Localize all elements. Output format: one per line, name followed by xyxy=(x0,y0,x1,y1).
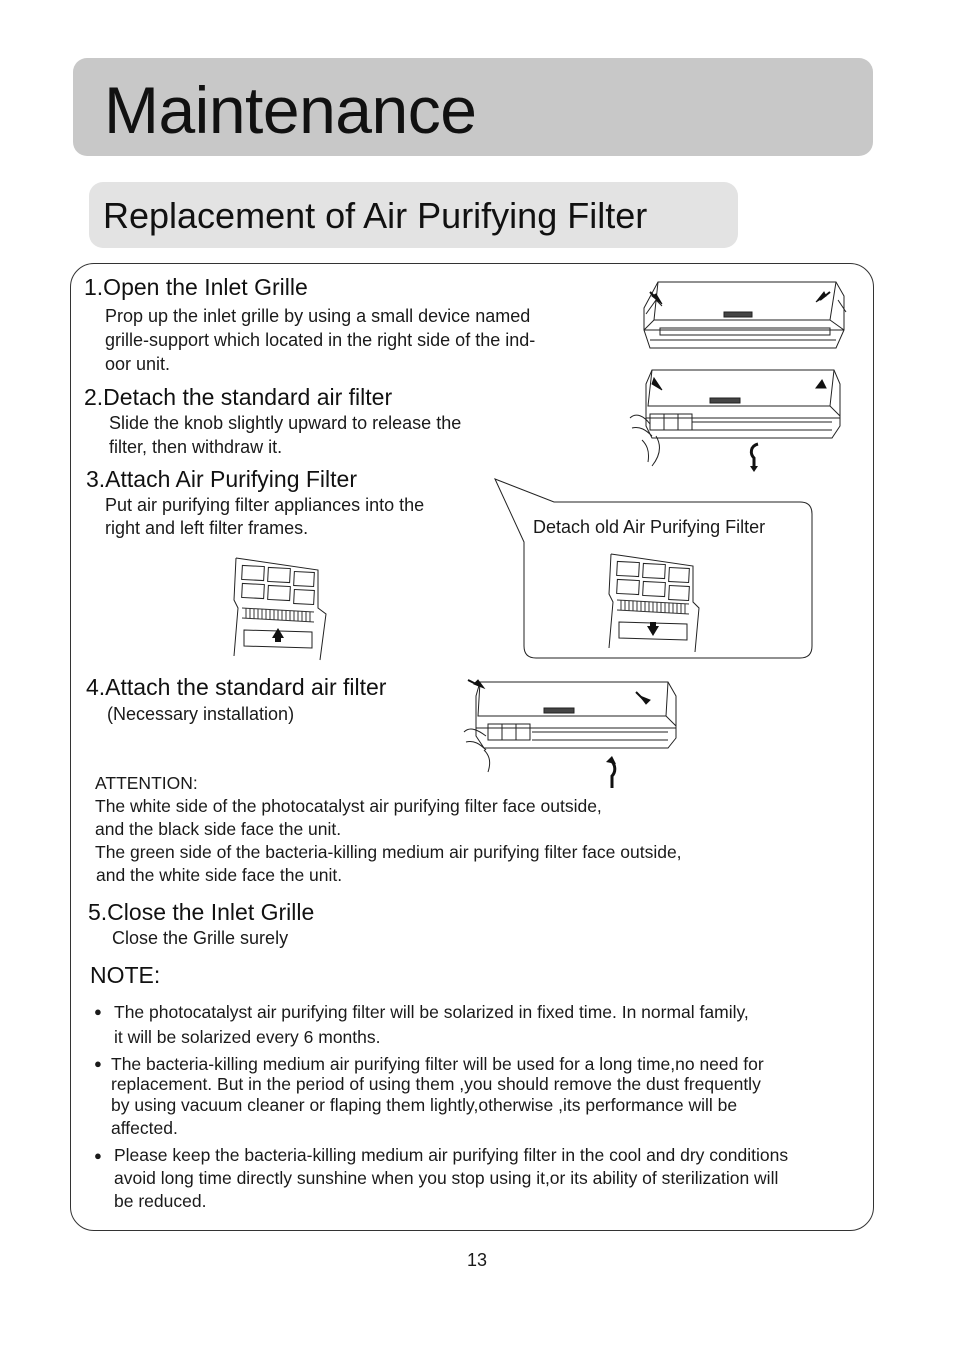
step-4-heading: 4.Attach the standard air filter xyxy=(86,674,387,700)
attention-label: ATTENTION: xyxy=(95,773,198,793)
filter-frame-detach-icon xyxy=(603,548,703,654)
note-1-line-1: The photocatalyst air purifying filter will be solarized in fixed time. In normal family, xyxy=(114,1002,749,1022)
step-5-line-1: Close the Grille surely xyxy=(112,928,289,948)
note-2-line-3: by using vacuum cleaner or flaping them lightly,otherwise ,its performance will be xyxy=(111,1095,738,1115)
ac-unit-detach-filter-icon xyxy=(622,366,844,474)
filter-frame-attach-icon xyxy=(228,552,328,662)
step-1-line-1: Prop up the inlet grille by using a small device named xyxy=(105,306,531,326)
step-4-line-1: (Necessary installation) xyxy=(107,704,295,724)
step-2-line-1: Slide the knob slightly upward to release the xyxy=(109,413,462,433)
title-banner xyxy=(73,58,873,156)
step-3-heading: 3.Attach Air Purifying Filter xyxy=(86,466,357,492)
step-2-heading: 2.Detach the standard air filter xyxy=(84,384,393,410)
note-2-line-1: The bacteria-killing medium air purifying filter will be used for a long time,no need for xyxy=(111,1054,764,1074)
subtitle-banner xyxy=(89,182,738,248)
note-3-line-2: avoid long time directly sunshine when you stop using it,or its ability of sterilization will xyxy=(114,1168,779,1188)
step-1-heading: 1.Open the Inlet Grille xyxy=(84,274,308,300)
page-title: Maintenance xyxy=(104,73,477,147)
step-1-line-3: oor unit. xyxy=(105,354,171,374)
note-bullet-1: ● xyxy=(94,1004,102,1019)
page-number: 13 xyxy=(466,1250,488,1270)
attention-line-3: The green side of the bacteria-killing medium air purifying filter face outside, xyxy=(95,842,682,862)
step-3-line-1: Put air purifying filter appliances into the xyxy=(105,495,425,515)
attention-line-4: and the white side face the unit. xyxy=(96,865,343,885)
note-3-line-3: be reduced. xyxy=(114,1191,207,1211)
step-5-heading: 5.Close the Inlet Grille xyxy=(88,899,315,925)
note-label: NOTE: xyxy=(90,962,161,988)
step-2-line-2: filter, then withdraw it. xyxy=(109,437,283,457)
ac-unit-attach-filter-icon xyxy=(460,676,680,792)
attention-line-2: and the black side face the unit. xyxy=(95,819,342,839)
note-1-line-2: it will be solarized every 6 months. xyxy=(114,1027,381,1047)
ac-unit-open-grille-icon xyxy=(640,278,850,354)
step-1-line-2: grille-support which located in the right side of the ind- xyxy=(105,330,536,350)
note-bullet-2: ● xyxy=(94,1056,102,1071)
step-3-line-2: right and left filter frames. xyxy=(105,518,309,538)
callout-label: Detach old Air Purifying Filter xyxy=(533,517,766,537)
note-2-line-4: affected. xyxy=(111,1118,178,1138)
note-bullet-3: ● xyxy=(94,1148,102,1163)
attention-line-1: The white side of the photocatalyst air purifying filter face outside, xyxy=(95,796,602,816)
note-3-line-1: Please keep the bacteria-killing medium air purifying filter in the cool and dry conditions xyxy=(114,1145,789,1165)
note-2-line-2: replacement. But in the period of using them ,you should remove the dust frequently xyxy=(111,1074,761,1094)
section-title: Replacement of Air Purifying Filter xyxy=(103,195,648,236)
